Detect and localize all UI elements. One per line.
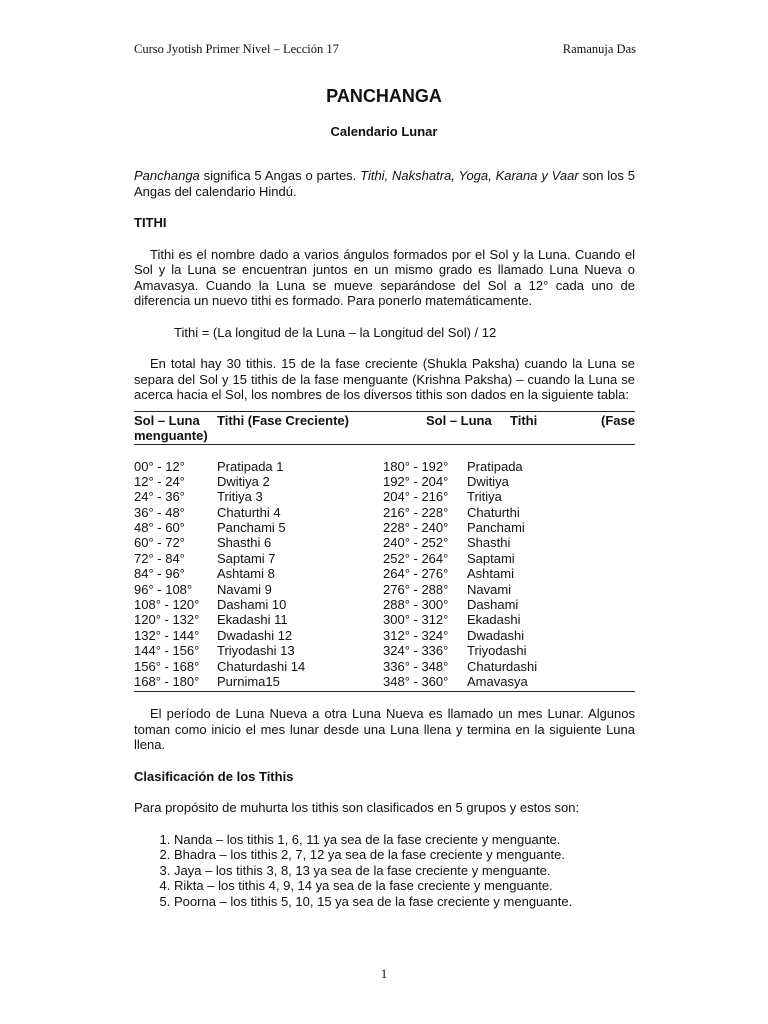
table-cell-waning-degrees: 72° - 84° bbox=[134, 550, 185, 566]
table-cell-waxing-tithi: Chaturdashi 14 bbox=[217, 658, 306, 674]
table-cell-waxing-degrees-2: 348° - 360° bbox=[383, 673, 449, 689]
table-cell-waxing-tithi: Dashami 10 bbox=[217, 597, 287, 613]
table-cell-waxing-tithi: Tritiya 3 bbox=[217, 489, 263, 505]
table-row bbox=[134, 474, 635, 489]
table-cell-waning-tithi: Tritiya bbox=[467, 489, 502, 505]
tithi-table bbox=[134, 411, 635, 693]
lunar-month-paragraph: El período de Luna Nueva a otra Luna Nueva es llamado un mes Lunar. Algunos toman como inicio el mes lunar desde una Luna llena y termina en la siguiente Luna llena. bbox=[134, 706, 635, 753]
tithi-formula: Tithi = (La longitud de la Luna – la Longitud del Sol) / 12 bbox=[174, 324, 497, 340]
table-cell-waning-degrees: 168° - 180° bbox=[134, 673, 200, 689]
table-cell-waning-degrees: 00° - 12° bbox=[134, 458, 185, 474]
table-row bbox=[134, 628, 635, 643]
list-item: 4. Rikta – los tithis 4, 9, 14 ya sea de la fase creciente y menguante. bbox=[174, 878, 635, 894]
tithi-table-body bbox=[134, 445, 635, 692]
table-cell-waning-tithi: Dwadashi bbox=[467, 627, 525, 643]
tithi-definition-paragraph: Tithi es el nombre dado a varios ángulos formados por el Sol y la Luna. Cuando el Sol y la Luna se encuentran juntos en un mismo grado es llamado Luna Nueva o Amavasya. Cuando la Luna se mueve separándose del Sol a 12° cada uno de diferencia un nuevo tithi es formado. Para ponerlo matemáticamente. bbox=[134, 246, 635, 308]
table-cell-waning-tithi: Pratipada bbox=[467, 458, 523, 474]
table-cell-waxing-tithi: Saptami 7 bbox=[217, 550, 276, 566]
table-row bbox=[134, 597, 635, 612]
table-cell-waning-tithi: Panchami bbox=[467, 520, 525, 536]
table-cell-waxing-degrees-2: 180° - 192° bbox=[383, 458, 449, 474]
table-cell-waning-tithi: Chaturdashi bbox=[467, 658, 538, 674]
table-row bbox=[134, 674, 635, 689]
list-item: 5. Poorna – los tithis 5, 10, 15 ya sea de la fase creciente y menguante. bbox=[174, 894, 635, 910]
table-cell-waning-tithi: Shasthi bbox=[467, 535, 511, 551]
table-cell-waxing-degrees-2: 216° - 228° bbox=[383, 504, 449, 520]
table-cell-waxing-degrees-2: 228° - 240° bbox=[383, 520, 449, 536]
table-cell-waxing-degrees-2: 324° - 336° bbox=[383, 643, 449, 659]
header-tithi-creciente: Tithi (Fase Creciente) bbox=[217, 412, 349, 428]
table-cell-waning-tithi: Chaturthi bbox=[467, 504, 520, 520]
tithi-table-header bbox=[134, 412, 635, 445]
intro-angas-list: Tithi, Nakshatra, Yoga, Karana y Vaar bbox=[360, 168, 579, 183]
list-item: 1. Nanda – los tithis 1, 6, 11 ya sea de la fase creciente y menguante. bbox=[174, 832, 635, 848]
tithi-count-paragraph: En total hay 30 tithis. 15 de la fase creciente (Shukla Paksha) cuando la Luna se separa del Sol y 15 tithis de la fase menguante (Krishna Paksha) – cuando la Luna se acerca hacia el Sol, los nombres de los diversos tithis son dados en la siguiente tabla: bbox=[134, 356, 635, 402]
intro-paragraph bbox=[134, 168, 635, 199]
intro-text-2: son los 5 Angas del calendario Hindú. bbox=[134, 168, 635, 199]
list-item: 3. Jaya – los tithis 3, 8, 13 ya sea de la fase creciente y menguante. bbox=[174, 863, 635, 879]
table-cell-waxing-degrees-2: 288° - 300° bbox=[383, 597, 449, 613]
table-row bbox=[134, 643, 635, 658]
table-cell-waning-tithi: Amavasya bbox=[467, 673, 528, 689]
page-number: 1 bbox=[380, 966, 388, 981]
table-cell-waxing-tithi: Dwitiya 2 bbox=[217, 473, 270, 489]
table-cell-waning-degrees: 96° - 108° bbox=[134, 581, 193, 597]
table-row bbox=[134, 582, 635, 597]
table-cell-waning-degrees: 24° - 36° bbox=[134, 489, 185, 505]
header-sol-luna-1: Sol – Luna menguante) bbox=[134, 412, 208, 443]
table-cell-waning-degrees: 108° - 120° bbox=[134, 597, 200, 613]
header-tithi-2: Tithi bbox=[510, 412, 538, 428]
intro-text-1: significa 5 Angas o partes. bbox=[199, 168, 361, 183]
table-cell-waxing-tithi: Purnima15 bbox=[217, 673, 280, 689]
table-cell-waning-degrees: 132° - 144° bbox=[134, 627, 200, 643]
classification-intro: Para propósito de muhurta los tithis son clasificados en 5 grupos y estos son: bbox=[134, 800, 580, 816]
table-cell-waning-degrees: 36° - 48° bbox=[134, 504, 185, 520]
table-cell-waxing-degrees-2: 276° - 288° bbox=[383, 581, 449, 597]
table-cell-waxing-degrees-2: 336° - 348° bbox=[383, 658, 449, 674]
table-cell-waning-tithi: Navami bbox=[467, 581, 512, 597]
table-cell-waning-tithi: Dwitiya bbox=[467, 473, 509, 489]
table-cell-waning-tithi: Triyodashi bbox=[467, 643, 527, 659]
table-cell-waning-degrees: 144° - 156° bbox=[134, 643, 200, 659]
table-cell-waxing-tithi: Navami 9 bbox=[217, 581, 272, 597]
table-cell-waxing-degrees-2: 192° - 204° bbox=[383, 473, 449, 489]
document-title: PANCHANGA bbox=[326, 86, 442, 106]
table-cell-waxing-degrees-2: 252° - 264° bbox=[383, 550, 449, 566]
table-row bbox=[134, 612, 635, 627]
document-subtitle: Calendario Lunar bbox=[330, 124, 438, 139]
intro-term: Panchanga bbox=[134, 168, 200, 183]
table-cell-waning-degrees: 156° - 168° bbox=[134, 658, 200, 674]
table-cell-waning-tithi: Saptami bbox=[467, 550, 515, 566]
header-sol-luna-2: Sol – Luna bbox=[426, 412, 492, 428]
table-row bbox=[134, 520, 635, 535]
tithi-groups-list bbox=[134, 832, 635, 910]
table-cell-waning-degrees: 12° - 24° bbox=[134, 473, 185, 489]
table-cell-waxing-degrees-2: 312° - 324° bbox=[383, 627, 449, 643]
table-cell-waxing-degrees-2: 204° - 216° bbox=[383, 489, 449, 505]
classification-heading: Clasificación de los Tithis bbox=[134, 768, 294, 784]
table-cell-waning-degrees: 60° - 72° bbox=[134, 535, 185, 551]
document-body bbox=[134, 168, 635, 909]
table-cell-waxing-degrees-2: 264° - 276° bbox=[383, 566, 449, 582]
tithi-heading: TITHI bbox=[134, 215, 167, 230]
table-cell-waxing-degrees-2: 240° - 252° bbox=[383, 535, 449, 551]
table-cell-waning-tithi: Ashtami bbox=[467, 566, 514, 582]
page-header bbox=[134, 42, 636, 57]
list-item: 2. Bhadra – los tithis 2, 7, 12 ya sea de la fase creciente y menguante. bbox=[174, 847, 635, 863]
table-cell-waxing-tithi: Dwadashi 12 bbox=[217, 627, 293, 643]
header-course-title: Curso Jyotish Primer Nivel – Lección 17 bbox=[134, 42, 339, 56]
table-row bbox=[134, 551, 635, 566]
table-row bbox=[134, 459, 635, 474]
table-cell-waxing-tithi: Ashtami 8 bbox=[217, 566, 275, 582]
table-cell-waxing-tithi: Triyodashi 13 bbox=[217, 643, 295, 659]
table-cell-waxing-degrees-2: 300° - 312° bbox=[383, 612, 449, 628]
table-cell-waxing-tithi: Ekadashi 11 bbox=[217, 612, 288, 628]
table-cell-waning-tithi: Ekadashi bbox=[467, 612, 521, 628]
header-author: Ramanuja Das bbox=[562, 42, 636, 56]
table-cell-waxing-tithi: Shasthi 6 bbox=[217, 535, 272, 551]
table-row bbox=[134, 535, 635, 550]
table-cell-waning-degrees: 48° - 60° bbox=[134, 520, 185, 536]
header-fase: (Fase bbox=[601, 412, 635, 428]
table-cell-waxing-tithi: Chaturthi 4 bbox=[217, 504, 281, 520]
table-row bbox=[134, 566, 635, 581]
table-row bbox=[134, 489, 635, 504]
table-cell-waning-tithi: Dashami bbox=[467, 597, 519, 613]
table-cell-waning-degrees: 120° - 132° bbox=[134, 612, 200, 628]
table-row bbox=[134, 505, 635, 520]
table-row bbox=[134, 659, 635, 674]
table-cell-waxing-tithi: Panchami 5 bbox=[217, 520, 286, 536]
table-cell-waning-degrees: 84° - 96° bbox=[134, 566, 185, 582]
table-cell-waxing-tithi: Pratipada 1 bbox=[217, 458, 284, 474]
